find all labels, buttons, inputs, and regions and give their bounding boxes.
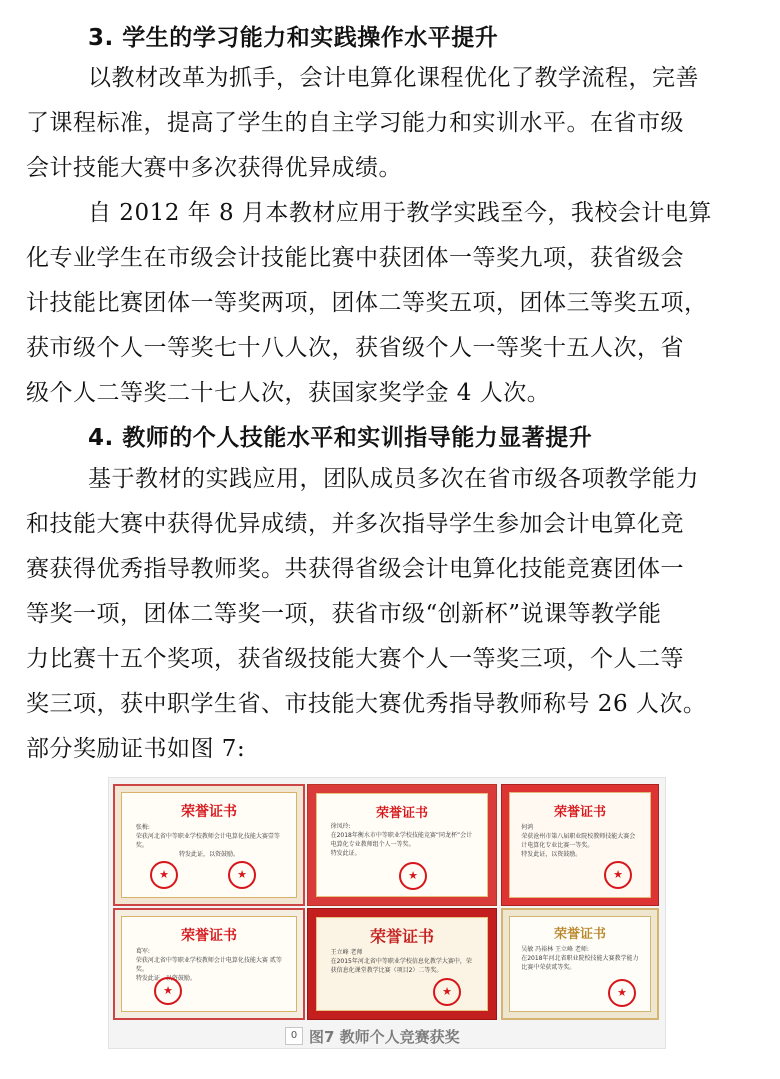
certificate-6-seal	[608, 979, 636, 1007]
certificate-4-seal	[154, 977, 182, 1005]
para2-line-3: 计技能比赛团体一等奖两项，团体二等奖五项，团体三等奖五项，	[26, 290, 708, 316]
certificate-3-recipient: 何鸿	[521, 824, 534, 831]
para3-line-2: 和技能大赛中获得优异成绩，并多次指导学生参加会计电算化竞	[26, 511, 684, 537]
para2-line-4: 获市级个人一等奖七十八人次，获省级个人一等奖十五人次，省	[26, 335, 684, 361]
para3-line-5: 力比赛十五个奖项，获省级技能大赛个人一等奖三项，个人二等	[26, 646, 684, 672]
para3-line-3: 赛获得优秀指导教师奖。共获得省级会计电算化技能竞赛团体一	[26, 556, 684, 582]
certificate-2-title: 荣誉证书	[375, 806, 428, 821]
para2-line-2: 化专业学生在市级会计技能比赛中获团体一等奖九项，获省级会	[26, 245, 684, 271]
certificate-4-title: 荣誉证书	[181, 928, 237, 944]
para3-line-7: 部分奖励证书如图 7:	[26, 736, 246, 762]
para2-line-5: 级个人二等奖二十七人次，获国家奖学金 4 人次。	[26, 380, 551, 406]
award-certificates-figure	[108, 777, 666, 1049]
certificate-6-recipient: 吴敏 冯裕林 王立峰 老师:	[521, 946, 589, 953]
certificate-6-text: 在2018年河北省职业院校技能大赛教学能力比赛中荣获贰等奖。	[521, 955, 639, 971]
section-heading-4: 4. 教师的个人技能水平和实训指导能力显著提升	[88, 425, 593, 451]
certificate-2-closing: 特发此证。	[330, 850, 361, 857]
page-marker: 0	[285, 1027, 303, 1045]
certificate-4-closing: 特发此证，以资鼓励。	[135, 975, 196, 982]
section-heading-3: 3. 学生的学习能力和实践操作水平提升	[88, 25, 499, 51]
certificate-2-text: 在2018年衡水市中等职业学校技能竞赛“同龙杯”会计电算化专业教师组个人一等奖。	[330, 832, 473, 848]
certificate-5-recipient: 王立峰 老师	[330, 949, 363, 956]
para1-line-2: 了课程标准，提高了学生的自主学习能力和实训水平。在省市级	[26, 110, 684, 136]
certificate-2	[307, 784, 497, 906]
certificate-1-seal	[150, 861, 178, 889]
certificate-5-text: 在2015年河北省中等职业学校信息化教学大赛中，荣获信息化课堂教学比赛（项目2）二等奖。	[330, 958, 472, 974]
certificate-2-recipient: 徐凤玲:	[330, 823, 351, 830]
figure-caption: 图7 教师个人竞赛获奖	[309, 1028, 460, 1046]
figure-caption-row	[109, 1024, 665, 1048]
para3-line-1: 基于教材的实践应用，团队成员多次在省市级各项教学能力	[88, 466, 699, 492]
certificate-3-text: 荣获沧州市第八届职业院校教师技能大赛会计电算化专业比赛一等奖。	[521, 833, 636, 849]
certificate-1-seal-2	[228, 861, 256, 889]
para3-line-4: 等奖一项，团体二等奖一项，获省市级“创新杯”说课等教学能	[26, 601, 662, 627]
certificate-5-seal	[433, 978, 461, 1006]
certificate-3-closing: 特发此证，以资鼓励。	[521, 851, 582, 858]
certificate-1-closing: 特发此证，以资鼓励。	[178, 851, 239, 858]
certificate-4-text: 荣获河北省中等职业学校教师会计电算化技能大赛 贰等奖。	[135, 957, 282, 973]
certificate-1-recipient: 张梅:	[135, 824, 150, 831]
para1-line-1: 以教材改革为抓手，会计电算化课程优化了教学流程，完善	[88, 65, 699, 91]
certificate-1-text: 荣获河北省中等职业学校教师会计电算化技能大赛壹等奖。	[135, 833, 280, 849]
certificate-1	[113, 784, 305, 906]
certificate-1-title: 荣誉证书	[181, 804, 237, 820]
certificate-5-title: 荣誉证书	[369, 927, 434, 946]
certificate-6	[501, 908, 659, 1020]
para2-line-1: 自 2012 年 8 月本教材应用于教学实践至今，我校会计电算	[88, 200, 712, 226]
certificate-5	[307, 908, 497, 1020]
certificate-4-recipient: 葛军:	[135, 948, 150, 955]
certificate-6-title: 荣誉证书	[553, 927, 606, 942]
certificate-3-title: 荣誉证书	[553, 805, 606, 820]
certificate-2-seal	[399, 862, 427, 890]
para3-line-6: 奖三项，获中职学生省、市技能大赛优秀指导教师称号 26 人次。	[26, 691, 707, 717]
certificate-4	[113, 908, 305, 1020]
certificate-3	[501, 784, 659, 906]
para1-line-3: 会计技能大赛中多次获得优异成绩。	[26, 155, 402, 181]
certificate-3-seal	[604, 861, 632, 889]
